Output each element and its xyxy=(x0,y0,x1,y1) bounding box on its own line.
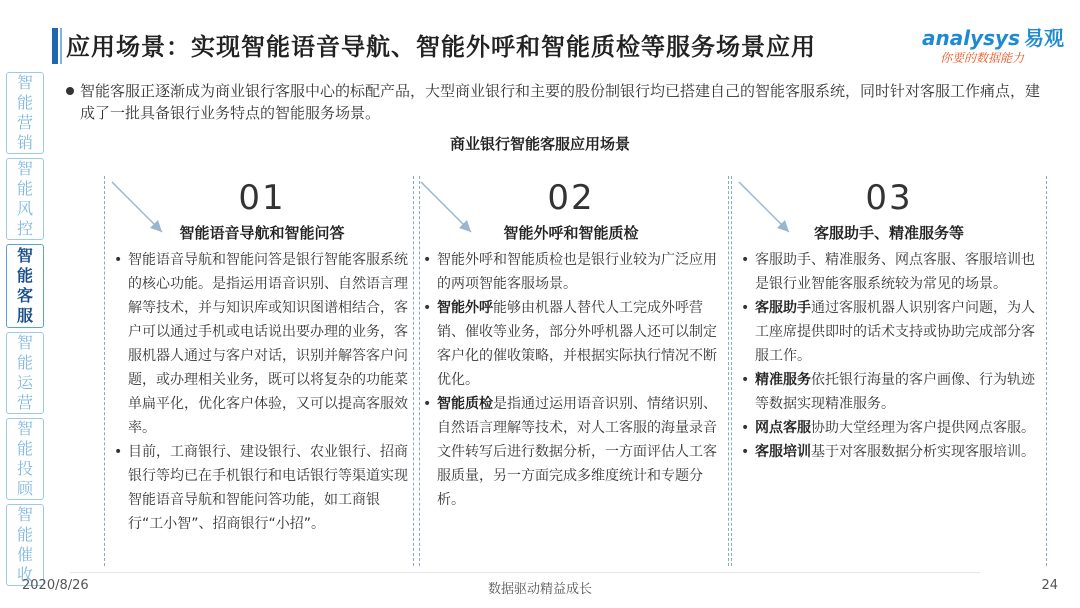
item-text: 客服助手、精准服务、网点客服、客服培训也是银行业智能客服系统较为常见的场景。 xyxy=(755,252,1035,292)
item-keyword: 精准服务 xyxy=(755,372,811,388)
column-heading: 客服助手、精准服务等 xyxy=(813,224,964,242)
sidebar-item-char: 营 xyxy=(16,113,33,132)
item-text: 是指通过运用语音识别、情绪识别、自然语言理解等技术，对人工客服的海量录音文件转写后进行数据分析，一方面评估人工客服质量，另一方面完成多维度统计和专题分析。 xyxy=(437,396,717,508)
item-text: 智能语音导航和智能问答是银行智能客服系统的核心功能。是指运用语音识别、自然语言理解等技术，并与知识库或知识图谱相结合，客户可以通过手机或电话说出要办理的业务，客服机器人通过与客户对话，识别并解答客户问题，或办理相关业务，既可以将复杂的功能菜单扁平化，优化客户体验，又可以提高客服效率。 xyxy=(128,252,408,436)
item-text: 通过客服机器人识别客户问题，为人工座席提供即时的话术支持或协助完成部分客服工作。 xyxy=(755,300,1035,364)
list-item xyxy=(741,368,1039,416)
list-item xyxy=(423,296,721,392)
logo-prefix: a xyxy=(922,26,936,50)
list-item xyxy=(114,248,412,440)
footer-date: 2020/8/26 xyxy=(22,578,89,593)
sidebar-item-2[interactable] xyxy=(6,244,44,328)
item-text: 依托银行海量的客户画像、行为轨迹等数据实现精准服务。 xyxy=(755,372,1035,412)
logo-wordmark: nalysys xyxy=(935,26,1020,50)
column-number: 02 xyxy=(547,178,595,218)
list-item xyxy=(741,248,1039,296)
list-item xyxy=(423,392,721,512)
bullet-dot-icon xyxy=(66,87,74,95)
sidebar-item-4[interactable] xyxy=(6,418,44,500)
column-body xyxy=(114,248,412,536)
item-text: 能够由机器人替代人工完成外呼营销、催收等业务，部分外呼机器人还可以制定客户化的催收策略，并根据实际执行情况不断优化。 xyxy=(437,300,717,388)
sidebar-item-char: 智 xyxy=(16,73,33,92)
intro-text: 智能客服正逐渐成为商业银行客服中心的标配产品，大型商业银行和主要的股份制银行均已搭建自己的智能客服系统，同时针对客服工作痛点，建成了一批具备银行业务特点的智能服务场景。 xyxy=(80,82,1041,122)
sidebar-item-char: 能 xyxy=(16,439,33,458)
column-body xyxy=(741,248,1039,464)
item-keyword: 客服助手 xyxy=(755,300,811,316)
column-body xyxy=(423,248,721,512)
sidebar-item-char: 催 xyxy=(16,545,33,564)
sidebar-item-char: 营 xyxy=(16,393,33,412)
sidebar-item-char: 收 xyxy=(16,565,33,584)
column-number: 03 xyxy=(865,178,913,218)
list-item xyxy=(741,440,1039,464)
logo-slogan: 你要的数据能力 xyxy=(940,51,1025,65)
sidebar-item-char: 能 xyxy=(16,266,33,285)
item-text: 目前，工商银行、建设银行、农业银行、招商银行等均已在手机银行和电话银行等渠道实现智能语音导航和智能问答功能，如工商银行“工小智”、招商银行“小招”。 xyxy=(128,444,408,532)
sidebar-item-3[interactable] xyxy=(6,332,44,414)
sidebar-item-char: 运 xyxy=(16,373,33,392)
logo-cn: 易观 xyxy=(1023,26,1064,50)
sidebar-item-char: 客 xyxy=(16,286,33,305)
sidebar-item-1[interactable] xyxy=(6,158,44,240)
sidebar-item-char: 智 xyxy=(16,159,33,178)
sidebar-item-char: 能 xyxy=(16,353,33,372)
section-title: 商业银行智能客服应用场景 xyxy=(449,135,630,153)
sidebar-item-char: 销 xyxy=(16,133,33,152)
sidebar-item-char: 风 xyxy=(16,199,33,218)
list-item xyxy=(741,296,1039,368)
sidebar-item-char: 能 xyxy=(16,525,33,544)
scenario-column-3 xyxy=(731,176,1047,566)
column-heading: 智能语音导航和智能问答 xyxy=(179,224,345,242)
title-accent-bar-light xyxy=(60,28,62,64)
column-heading: 智能外呼和智能质检 xyxy=(503,224,639,242)
list-item xyxy=(741,416,1039,440)
list-item xyxy=(114,440,412,536)
sidebar-item-char: 智 xyxy=(16,419,33,438)
sidebar-item-char: 控 xyxy=(16,219,33,238)
sidebar-item-char: 顾 xyxy=(16,479,33,498)
sidebar-item-char: 智 xyxy=(16,246,33,265)
title-accent-bar xyxy=(52,28,58,64)
sidebar-item-char: 能 xyxy=(16,93,33,112)
list-item xyxy=(423,248,721,296)
page-title: 应用场景：实现智能语音导航、智能外呼和智能质检等服务场景应用 xyxy=(66,33,816,61)
item-text: 协助大堂经理为客户提供网点客服。 xyxy=(811,420,1035,436)
footer-divider xyxy=(70,572,980,573)
item-keyword: 网点客服 xyxy=(755,420,811,436)
footer-slogan: 数据驱动精益成长 xyxy=(487,582,592,597)
page-number: 24 xyxy=(1041,578,1058,593)
sidebar-item-5[interactable] xyxy=(6,504,44,586)
sidebar-item-char: 能 xyxy=(16,179,33,198)
sidebar-item-char: 服 xyxy=(16,306,33,325)
sidebar-item-char: 智 xyxy=(16,333,33,352)
scenario-column-1 xyxy=(104,176,420,566)
column-number: 01 xyxy=(238,178,286,218)
item-keyword: 智能质检 xyxy=(437,396,493,412)
item-keyword: 智能外呼 xyxy=(437,300,493,316)
item-text: 智能外呼和智能质检也是银行业较为广泛应用的两项智能客服场景。 xyxy=(437,252,717,292)
item-text: 基于对客服数据分析实现客服培训。 xyxy=(811,444,1035,460)
analysys-logo xyxy=(922,22,1062,72)
item-keyword: 客服培训 xyxy=(755,444,811,460)
scenario-column-2 xyxy=(413,176,729,566)
sidebar-item-char: 投 xyxy=(16,459,33,478)
sidebar-item-char: 智 xyxy=(16,505,33,524)
